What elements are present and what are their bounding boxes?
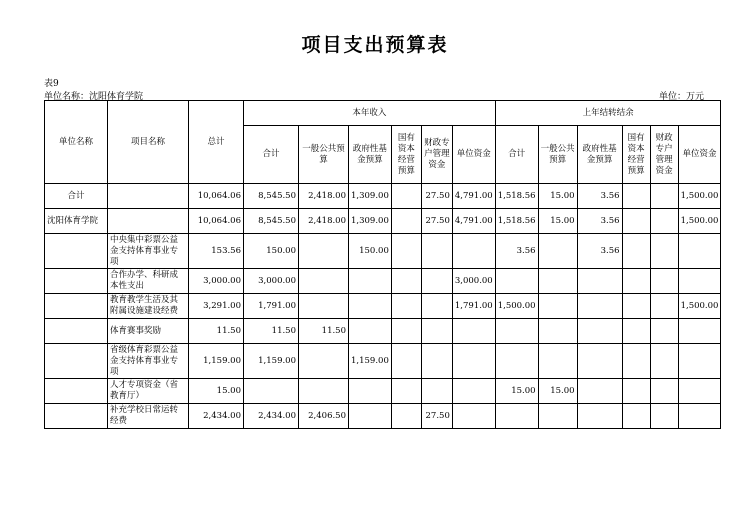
cell-ty-unit: 1,791.00 [452,294,495,319]
cell-co-unit: 1,500.00 [678,209,721,234]
cell-co-unit [678,234,721,269]
cell-unit [45,404,108,429]
cell-ty-unit [452,319,495,344]
page-title: 项目支出预算表 [301,34,449,56]
unit-label: 单位：万元 [658,92,704,102]
cell-co-general [538,404,577,429]
cell-unit [45,319,108,344]
cell-co-special [650,294,678,319]
cell-co-unit [678,404,721,429]
header-co-special: 财政专户管理资金 [650,126,678,184]
cell-co-sum: 3.56 [495,234,538,269]
cell-ty-general: 11.50 [299,319,349,344]
cell-co-unit [678,379,721,404]
cell-co-soe [622,269,650,294]
table-row [45,404,721,429]
cell-total: 10,064.06 [189,209,244,234]
cell-co-general [538,344,577,379]
cell-ty-special: 27.50 [421,404,452,429]
cell-co-soe [622,184,650,209]
cell-unit [45,269,108,294]
header-ty-special: 财政专户管理资金 [421,126,452,184]
header-total: 总计 [189,101,244,184]
cell-co-general [538,269,577,294]
cell-co-general [538,234,577,269]
cell-ty-sum: 1,159.00 [244,344,299,379]
table-row [45,379,721,404]
table-row [45,184,721,209]
table-row [45,319,721,344]
cell-project: 省级体育彩票公益金支持体育事业专项 [108,344,189,379]
cell-ty-general: 2,418.00 [299,209,349,234]
cell-ty-unit [452,344,495,379]
table-number: 表9 [44,79,59,89]
cell-total: 1,159.00 [189,344,244,379]
cell-project [108,184,189,209]
cell-co-special [650,209,678,234]
cell-ty-general [299,344,349,379]
cell-co-unit: 1,500.00 [678,294,721,319]
cell-ty-unit: 4,791.00 [452,184,495,209]
cell-ty-fund: 150.00 [349,234,392,269]
header-co-fund: 政府性基金预算 [577,126,622,184]
cell-total: 2,434.00 [189,404,244,429]
cell-co-special [650,379,678,404]
table-row [45,209,721,234]
cell-total: 3,291.00 [189,294,244,319]
header-co-unit: 单位资金 [678,126,721,184]
cell-ty-fund: 1,159.00 [349,344,392,379]
cell-total: 3,000.00 [189,269,244,294]
cell-unit [45,344,108,379]
cell-ty-fund [349,379,392,404]
cell-project [108,209,189,234]
cell-ty-unit [452,379,495,404]
cell-ty-sum: 11.50 [244,319,299,344]
cell-total: 15.00 [189,379,244,404]
cell-ty-fund [349,319,392,344]
cell-total: 10,064.06 [189,184,244,209]
cell-ty-general: 2,406.50 [299,404,349,429]
cell-co-soe [622,344,650,379]
cell-ty-special: 27.50 [421,184,452,209]
cell-co-special [650,234,678,269]
cell-project: 教育教学生活及其附属设施建设经费 [108,294,189,319]
cell-unit: 合计 [45,184,108,209]
cell-unit: 沈阳体育学院 [45,209,108,234]
cell-project: 补充学校日常运转经费 [108,404,189,429]
cell-co-fund [577,379,622,404]
cell-total: 153.56 [189,234,244,269]
cell-co-sum: 15.00 [495,379,538,404]
cell-co-fund [577,319,622,344]
cell-co-special [650,319,678,344]
cell-unit [45,379,108,404]
cell-ty-unit [452,234,495,269]
cell-ty-unit [452,404,495,429]
cell-co-general: 15.00 [538,209,577,234]
cell-co-fund: 3.56 [577,234,622,269]
cell-co-special [650,269,678,294]
cell-ty-general [299,234,349,269]
cell-ty-fund: 1,309.00 [349,184,392,209]
cell-total: 11.50 [189,319,244,344]
cell-ty-special [421,234,452,269]
cell-ty-soe [391,269,421,294]
header-co-sum: 合计 [495,126,538,184]
cell-ty-sum: 8,545.50 [244,184,299,209]
cell-ty-sum: 2,434.00 [244,404,299,429]
cell-co-unit [678,344,721,379]
cell-ty-unit: 4,791.00 [452,209,495,234]
cell-co-special [650,184,678,209]
table-row [45,344,721,379]
cell-co-fund [577,344,622,379]
cell-ty-sum [244,379,299,404]
cell-co-sum [495,319,538,344]
cell-unit [45,294,108,319]
cell-project: 人才专项资金（省教育厅） [108,379,189,404]
cell-ty-sum: 3,000.00 [244,269,299,294]
cell-co-soe [622,319,650,344]
cell-co-soe [622,209,650,234]
header-co-general: 一般公共预算 [538,126,577,184]
header-co-soe: 国有资本经营预算 [622,126,650,184]
header-unit-name: 单位名称 [45,101,108,184]
cell-co-unit [678,319,721,344]
table-row [45,269,721,294]
budget-table [44,100,721,429]
cell-ty-special [421,269,452,294]
cell-co-sum: 1,500.00 [495,294,538,319]
cell-ty-soe [391,319,421,344]
cell-co-fund [577,269,622,294]
cell-ty-sum: 150.00 [244,234,299,269]
cell-co-soe [622,294,650,319]
header-project-name: 项目名称 [108,101,189,184]
cell-ty-special [421,294,452,319]
cell-ty-sum: 8,545.50 [244,209,299,234]
cell-co-fund [577,294,622,319]
cell-ty-general [299,294,349,319]
cell-co-sum: 1,518.56 [495,184,538,209]
cell-ty-soe [391,404,421,429]
cell-co-sum [495,269,538,294]
cell-co-general: 15.00 [538,184,577,209]
cell-ty-fund [349,404,392,429]
cell-co-soe [622,379,650,404]
cell-ty-fund: 1,309.00 [349,209,392,234]
cell-unit [45,234,108,269]
cell-ty-special: 27.50 [421,209,452,234]
header-ty-soe: 国有资本经营预算 [391,126,421,184]
cell-co-sum: 1,518.56 [495,209,538,234]
cell-co-soe [622,234,650,269]
cell-ty-unit: 3,000.00 [452,269,495,294]
cell-ty-soe [391,344,421,379]
cell-co-soe [622,404,650,429]
cell-co-fund: 3.56 [577,209,622,234]
cell-ty-fund [349,294,392,319]
cell-co-special [650,344,678,379]
cell-ty-soe [391,184,421,209]
cell-project: 合作办学、科研成本性支出 [108,269,189,294]
cell-co-unit: 1,500.00 [678,184,721,209]
unit-name-label: 单位名称：沈阳体育学院 [44,92,144,102]
table-row [45,294,721,319]
cell-co-general [538,294,577,319]
header-ty-general: 一般公共预算 [299,126,349,184]
cell-co-unit [678,269,721,294]
cell-co-sum [495,344,538,379]
header-ty-sum: 合计 [244,126,299,184]
cell-ty-sum: 1,791.00 [244,294,299,319]
cell-ty-soe [391,234,421,269]
table-row [45,234,721,269]
cell-project: 中央集中彩票公益金支持体育事业专项 [108,234,189,269]
cell-ty-soe [391,294,421,319]
cell-co-fund [577,404,622,429]
cell-ty-soe [391,209,421,234]
cell-ty-general [299,269,349,294]
cell-ty-special [421,344,452,379]
cell-co-fund: 3.56 [577,184,622,209]
cell-co-sum [495,404,538,429]
header-this-year: 本年收入 [244,101,496,126]
cell-co-general: 15.00 [538,379,577,404]
cell-ty-fund [349,269,392,294]
header-ty-fund: 政府性基金预算 [349,126,392,184]
header-ty-unit: 单位资金 [452,126,495,184]
header-carryover: 上年结转结余 [495,101,721,126]
cell-ty-soe [391,379,421,404]
cell-ty-general: 2,418.00 [299,184,349,209]
cell-co-general [538,319,577,344]
cell-co-special [650,404,678,429]
cell-project: 体育赛事奖励 [108,319,189,344]
cell-ty-general [299,379,349,404]
cell-ty-special [421,319,452,344]
cell-ty-special [421,379,452,404]
